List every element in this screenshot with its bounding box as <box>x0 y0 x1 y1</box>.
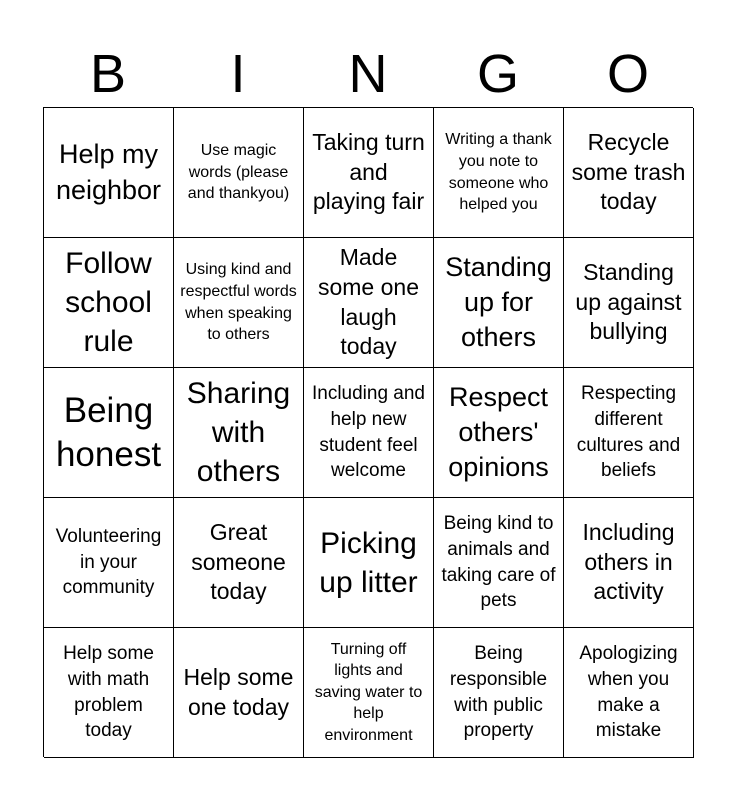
bingo-cell[interactable]: Respect others' opinions <box>434 368 564 498</box>
bingo-cell[interactable]: Turning off lights and saving water to help environment <box>304 628 434 758</box>
bingo-cell[interactable]: Help some one today <box>174 628 304 758</box>
bingo-cell[interactable]: Made some one laugh today <box>304 238 434 368</box>
bingo-cell[interactable]: Including others in activity <box>564 498 694 628</box>
bingo-header <box>43 40 693 108</box>
bingo-cell[interactable]: Writing a thank you note to someone who helped you <box>434 108 564 238</box>
bingo-cell[interactable]: Recycle some trash today <box>564 108 694 238</box>
bingo-cell[interactable]: Volunteering in your community <box>44 498 174 628</box>
bingo-cell[interactable]: Help some with math problem today <box>44 628 174 758</box>
bingo-cell[interactable]: Sharing with others <box>174 368 304 498</box>
bingo-cell[interactable]: Apologizing when you make a mistake <box>564 628 694 758</box>
header-letter-n: N <box>348 44 388 104</box>
header-letter-o: O <box>606 44 649 104</box>
bingo-cell[interactable]: Picking up litter <box>304 498 434 628</box>
bingo-board <box>43 107 693 757</box>
bingo-cell[interactable]: Being kind to animals and taking care of pets <box>434 498 564 628</box>
bingo-cell[interactable]: Standing up for others <box>434 238 564 368</box>
bingo-cell[interactable]: Respecting different cultures and beliefs <box>564 368 694 498</box>
bingo-cell[interactable]: Standing up against bullying <box>564 238 694 368</box>
header-letter-g: G <box>476 44 519 104</box>
bingo-cell[interactable]: Help my neighbor <box>44 108 174 238</box>
bingo-cell[interactable]: Follow school rule <box>44 238 174 368</box>
bingo-cell[interactable]: Using kind and respectful words when speaking to others <box>174 238 304 368</box>
header-letter-b: B <box>89 44 127 104</box>
bingo-cell[interactable]: Use magic words (please and thankyou) <box>174 108 304 238</box>
bingo-cell[interactable]: Great someone today <box>174 498 304 628</box>
bingo-cell[interactable]: Being honest <box>44 368 174 498</box>
bingo-cell[interactable]: Including and help new student feel welcome <box>304 368 434 498</box>
bingo-cell[interactable]: Taking turn and playing fair <box>304 108 434 238</box>
header-letter-i: I <box>230 44 246 104</box>
bingo-cell[interactable]: Being responsible with public property <box>434 628 564 758</box>
